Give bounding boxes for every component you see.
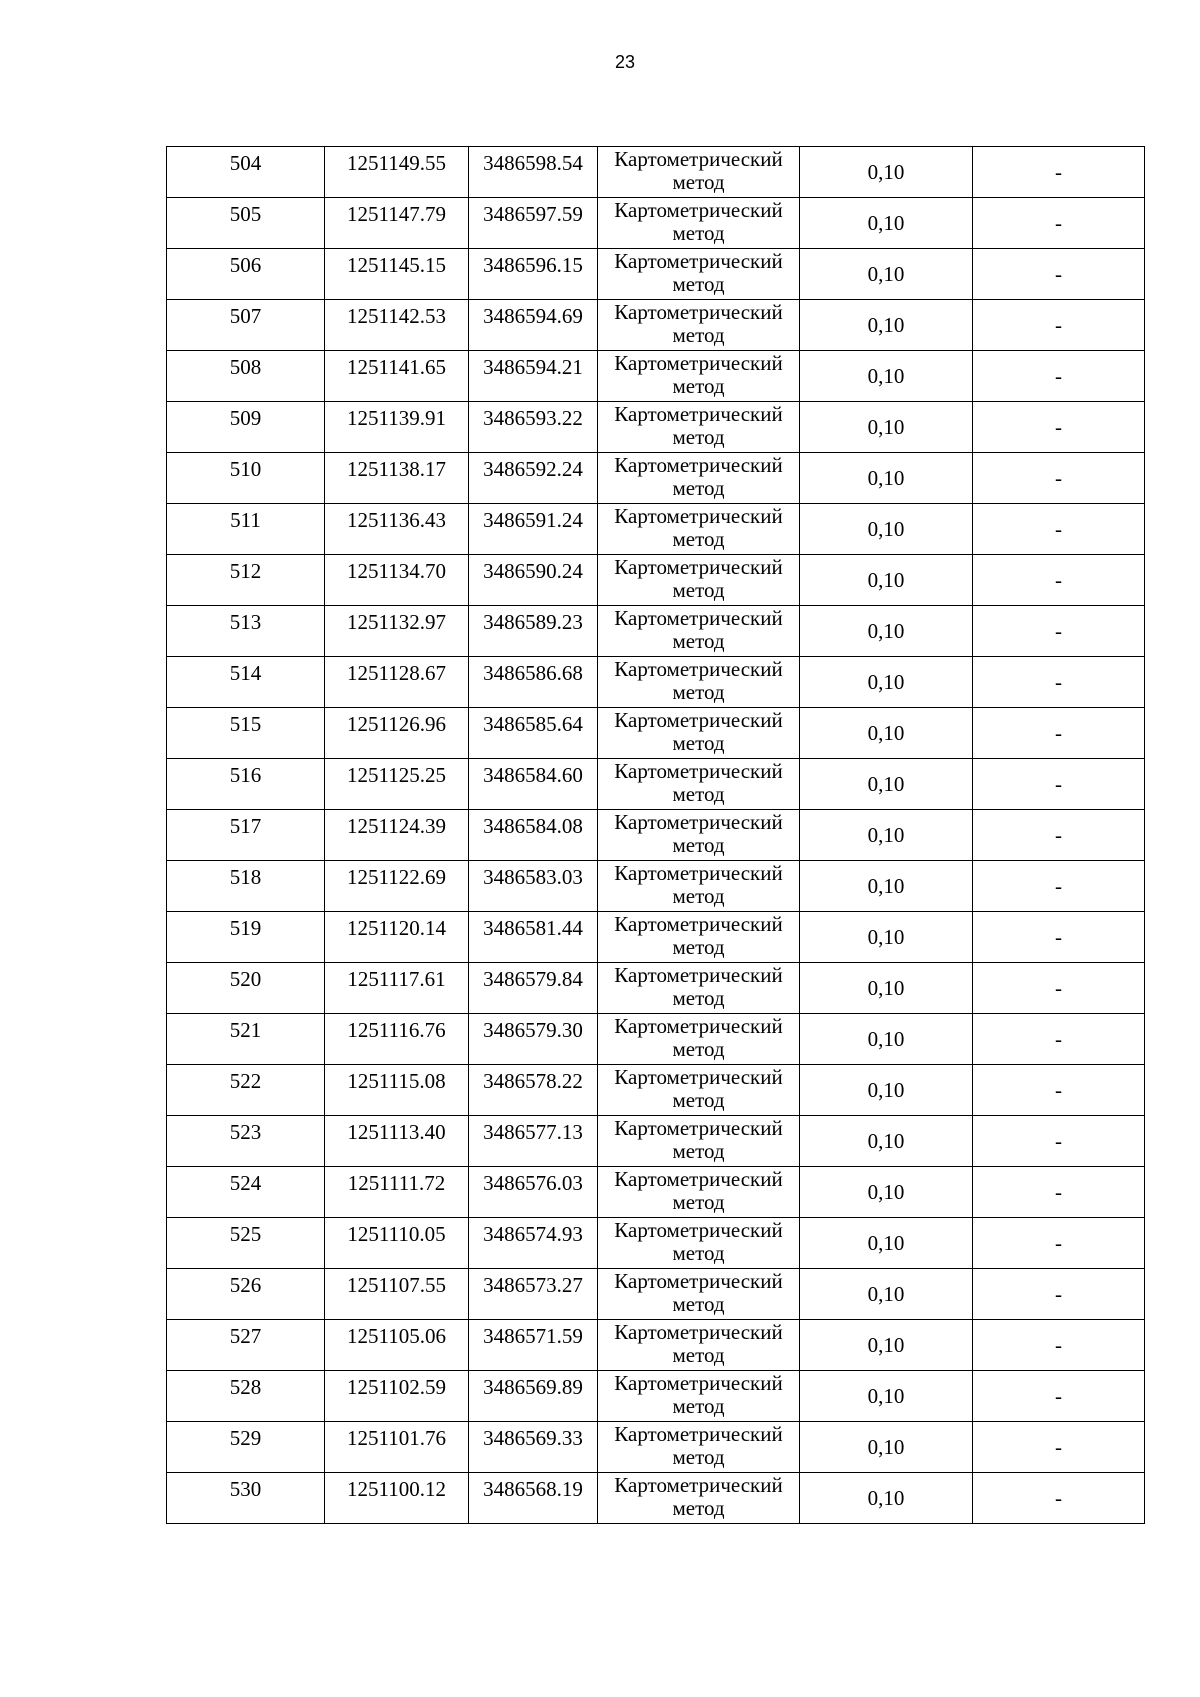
table-row [167,504,1145,555]
method-cell [598,1116,800,1167]
accuracy-cell: 0,10 [800,657,973,708]
accuracy-cell: 0,10 [800,1014,973,1065]
y-coordinate-cell: 3486596.15 [469,249,598,300]
table-row [167,1269,1145,1320]
method-line-1: Картометрический [614,555,783,579]
point-number-cell: 528 [167,1371,325,1422]
method-line-1: Картометрический [614,198,783,222]
table-row [167,1371,1145,1422]
method-cell [598,1422,800,1473]
note-cell: - [973,861,1145,912]
x-coordinate-cell: 1251132.97 [325,606,469,657]
x-coordinate-cell: 1251100.12 [325,1473,469,1524]
method-line-1: Картометрический [614,1320,783,1344]
y-coordinate-cell: 3486594.21 [469,351,598,402]
point-number-cell: 505 [167,198,325,249]
accuracy-cell: 0,10 [800,810,973,861]
table-row [167,708,1145,759]
point-number-cell: 510 [167,453,325,504]
method-line-1: Картометрический [614,963,783,987]
y-coordinate-cell: 3486573.27 [469,1269,598,1320]
method-line-2: метод [672,1292,725,1316]
accuracy-cell: 0,10 [800,1473,973,1524]
y-coordinate-cell: 3486592.24 [469,453,598,504]
note-cell: - [973,708,1145,759]
x-coordinate-cell: 1251110.05 [325,1218,469,1269]
y-coordinate-cell: 3486579.30 [469,1014,598,1065]
point-number-cell: 523 [167,1116,325,1167]
x-coordinate-cell: 1251120.14 [325,912,469,963]
method-line-1: Картометрический [614,504,783,528]
x-coordinate-cell: 1251102.59 [325,1371,469,1422]
note-cell: - [973,657,1145,708]
method-line-2: метод [672,476,725,500]
point-number-cell: 511 [167,504,325,555]
point-number-cell: 513 [167,606,325,657]
table-row [167,1065,1145,1116]
y-coordinate-cell: 3486584.08 [469,810,598,861]
note-cell: - [973,810,1145,861]
note-cell: - [973,453,1145,504]
note-cell: - [973,1320,1145,1371]
method-line-2: метод [672,629,725,653]
x-coordinate-cell: 1251113.40 [325,1116,469,1167]
y-coordinate-cell: 3486593.22 [469,402,598,453]
point-number-cell: 507 [167,300,325,351]
method-line-2: метод [672,1037,725,1061]
y-coordinate-cell: 3486577.13 [469,1116,598,1167]
method-line-2: метод [672,323,725,347]
note-cell: - [973,1167,1145,1218]
method-line-2: метод [672,782,725,806]
table-row [167,759,1145,810]
x-coordinate-cell: 1251111.72 [325,1167,469,1218]
method-cell [598,1269,800,1320]
method-line-2: метод [672,578,725,602]
y-coordinate-cell: 3486578.22 [469,1065,598,1116]
point-number-cell: 508 [167,351,325,402]
x-coordinate-cell: 1251105.06 [325,1320,469,1371]
point-number-cell: 509 [167,402,325,453]
note-cell: - [973,1269,1145,1320]
method-cell [598,300,800,351]
note-cell: - [973,1014,1145,1065]
x-coordinate-cell: 1251128.67 [325,657,469,708]
method-line-2: метод [672,221,725,245]
method-line-2: метод [672,1343,725,1367]
x-coordinate-cell: 1251141.65 [325,351,469,402]
method-line-2: метод [672,833,725,857]
note-cell: - [973,555,1145,606]
method-line-1: Картометрический [614,300,783,324]
method-line-2: метод [672,884,725,908]
method-line-1: Картометрический [614,1371,783,1395]
point-number-cell: 518 [167,861,325,912]
method-cell [598,1473,800,1524]
table-row [167,606,1145,657]
y-coordinate-cell: 3486594.69 [469,300,598,351]
method-line-2: метод [672,1139,725,1163]
method-line-1: Картометрический [614,1218,783,1242]
method-line-1: Картометрический [614,861,783,885]
note-cell: - [973,1422,1145,1473]
point-number-cell: 512 [167,555,325,606]
method-line-1: Картометрический [614,1167,783,1191]
method-line-2: метод [672,680,725,704]
note-cell: - [973,198,1145,249]
method-line-2: метод [672,170,725,194]
note-cell: - [973,1473,1145,1524]
accuracy-cell: 0,10 [800,198,973,249]
x-coordinate-cell: 1251125.25 [325,759,469,810]
accuracy-cell: 0,10 [800,1065,973,1116]
method-line-1: Картометрический [614,402,783,426]
accuracy-cell: 0,10 [800,861,973,912]
method-line-1: Картометрический [614,657,783,681]
point-number-cell: 515 [167,708,325,759]
accuracy-cell: 0,10 [800,759,973,810]
table-row [167,1320,1145,1371]
table-row [167,1167,1145,1218]
table-row [167,1014,1145,1065]
method-line-1: Картометрический [614,147,783,171]
method-line-1: Картометрический [614,1014,783,1038]
y-coordinate-cell: 3486581.44 [469,912,598,963]
method-line-2: метод [672,425,725,449]
method-cell [598,1167,800,1218]
note-cell: - [973,1218,1145,1269]
x-coordinate-cell: 1251107.55 [325,1269,469,1320]
note-cell: - [973,249,1145,300]
method-cell [598,912,800,963]
note-cell: - [973,147,1145,198]
method-cell [598,1320,800,1371]
table-row [167,657,1145,708]
table-row [167,198,1145,249]
table-row [167,249,1145,300]
x-coordinate-cell: 1251145.15 [325,249,469,300]
method-line-1: Картометрический [614,351,783,375]
x-coordinate-cell: 1251115.08 [325,1065,469,1116]
method-cell [598,198,800,249]
accuracy-cell: 0,10 [800,1320,973,1371]
method-line-2: метод [672,1088,725,1112]
accuracy-cell: 0,10 [800,453,973,504]
method-line-1: Картометрический [614,1065,783,1089]
note-cell: - [973,912,1145,963]
y-coordinate-cell: 3486584.60 [469,759,598,810]
x-coordinate-cell: 1251126.96 [325,708,469,759]
point-number-cell: 506 [167,249,325,300]
method-cell [598,708,800,759]
table-row [167,555,1145,606]
x-coordinate-cell: 1251142.53 [325,300,469,351]
note-cell: - [973,759,1145,810]
x-coordinate-cell: 1251149.55 [325,147,469,198]
method-cell [598,657,800,708]
method-line-1: Картометрический [614,810,783,834]
method-line-1: Картометрический [614,453,783,477]
table-row [167,453,1145,504]
method-cell [598,1065,800,1116]
note-cell: - [973,351,1145,402]
method-line-2: метод [672,986,725,1010]
y-coordinate-cell: 3486571.59 [469,1320,598,1371]
method-line-1: Картометрический [614,1422,783,1446]
x-coordinate-cell: 1251116.76 [325,1014,469,1065]
method-line-2: метод [672,272,725,296]
point-number-cell: 530 [167,1473,325,1524]
accuracy-cell: 0,10 [800,351,973,402]
accuracy-cell: 0,10 [800,249,973,300]
accuracy-cell: 0,10 [800,708,973,759]
note-cell: - [973,1065,1145,1116]
x-coordinate-cell: 1251136.43 [325,504,469,555]
method-cell [598,759,800,810]
accuracy-cell: 0,10 [800,606,973,657]
y-coordinate-cell: 3486586.68 [469,657,598,708]
table-row [167,963,1145,1014]
method-line-2: метод [672,935,725,959]
method-cell [598,1218,800,1269]
method-cell [598,555,800,606]
x-coordinate-cell: 1251139.91 [325,402,469,453]
table-row [167,300,1145,351]
method-line-2: метод [672,1190,725,1214]
method-line-1: Картометрический [614,1269,783,1293]
y-coordinate-cell: 3486579.84 [469,963,598,1014]
accuracy-cell: 0,10 [800,147,973,198]
accuracy-cell: 0,10 [800,1218,973,1269]
method-line-1: Картометрический [614,606,783,630]
x-coordinate-cell: 1251124.39 [325,810,469,861]
x-coordinate-cell: 1251117.61 [325,963,469,1014]
method-cell [598,861,800,912]
y-coordinate-cell: 3486583.03 [469,861,598,912]
method-line-1: Картометрический [614,1116,783,1140]
table-row [167,861,1145,912]
accuracy-cell: 0,10 [800,402,973,453]
method-cell [598,504,800,555]
note-cell: - [973,300,1145,351]
accuracy-cell: 0,10 [800,1116,973,1167]
method-line-2: метод [672,731,725,755]
accuracy-cell: 0,10 [800,1269,973,1320]
method-cell [598,453,800,504]
accuracy-cell: 0,10 [800,504,973,555]
table-row [167,147,1145,198]
point-number-cell: 529 [167,1422,325,1473]
y-coordinate-cell: 3486568.19 [469,1473,598,1524]
point-number-cell: 522 [167,1065,325,1116]
table-row [167,1116,1145,1167]
note-cell: - [973,1116,1145,1167]
x-coordinate-cell: 1251134.70 [325,555,469,606]
point-number-cell: 517 [167,810,325,861]
accuracy-cell: 0,10 [800,1167,973,1218]
page-number: 23 [614,52,636,72]
method-line-1: Картометрический [614,912,783,936]
point-number-cell: 514 [167,657,325,708]
point-number-cell: 527 [167,1320,325,1371]
y-coordinate-cell: 3486597.59 [469,198,598,249]
y-coordinate-cell: 3486589.23 [469,606,598,657]
y-coordinate-cell: 3486569.89 [469,1371,598,1422]
method-cell [598,351,800,402]
point-number-cell: 525 [167,1218,325,1269]
method-cell [598,1014,800,1065]
method-cell [598,606,800,657]
point-number-cell: 521 [167,1014,325,1065]
method-line-1: Картометрический [614,249,783,273]
method-cell [598,963,800,1014]
table-body [167,147,1145,1524]
method-cell [598,810,800,861]
accuracy-cell: 0,10 [800,912,973,963]
point-number-cell: 524 [167,1167,325,1218]
table-row [167,1473,1145,1524]
method-line-2: метод [672,527,725,551]
table-row [167,912,1145,963]
method-line-2: метод [672,1496,725,1520]
method-cell [598,402,800,453]
x-coordinate-cell: 1251138.17 [325,453,469,504]
note-cell: - [973,606,1145,657]
table-row [167,810,1145,861]
x-coordinate-cell: 1251147.79 [325,198,469,249]
accuracy-cell: 0,10 [800,963,973,1014]
coordinates-table [166,146,1145,1524]
note-cell: - [973,963,1145,1014]
note-cell: - [973,504,1145,555]
point-number-cell: 516 [167,759,325,810]
method-cell [598,249,800,300]
accuracy-cell: 0,10 [800,555,973,606]
method-line-2: метод [672,1394,725,1418]
y-coordinate-cell: 3486576.03 [469,1167,598,1218]
table-row [167,402,1145,453]
method-cell [598,1371,800,1422]
note-cell: - [973,402,1145,453]
y-coordinate-cell: 3486585.64 [469,708,598,759]
y-coordinate-cell: 3486569.33 [469,1422,598,1473]
y-coordinate-cell: 3486590.24 [469,555,598,606]
y-coordinate-cell: 3486574.93 [469,1218,598,1269]
method-line-1: Картометрический [614,759,783,783]
point-number-cell: 526 [167,1269,325,1320]
x-coordinate-cell: 1251101.76 [325,1422,469,1473]
accuracy-cell: 0,10 [800,1422,973,1473]
point-number-cell: 504 [167,147,325,198]
table-row [167,351,1145,402]
method-line-1: Картометрический [614,1473,783,1497]
accuracy-cell: 0,10 [800,1371,973,1422]
method-line-2: метод [672,1241,725,1265]
method-line-2: метод [672,1445,725,1469]
method-line-2: метод [672,374,725,398]
method-cell [598,147,800,198]
note-cell: - [973,1371,1145,1422]
table-row [167,1422,1145,1473]
y-coordinate-cell: 3486591.24 [469,504,598,555]
accuracy-cell: 0,10 [800,300,973,351]
x-coordinate-cell: 1251122.69 [325,861,469,912]
method-line-1: Картометрический [614,708,783,732]
table-row [167,1218,1145,1269]
y-coordinate-cell: 3486598.54 [469,147,598,198]
point-number-cell: 519 [167,912,325,963]
point-number-cell: 520 [167,963,325,1014]
